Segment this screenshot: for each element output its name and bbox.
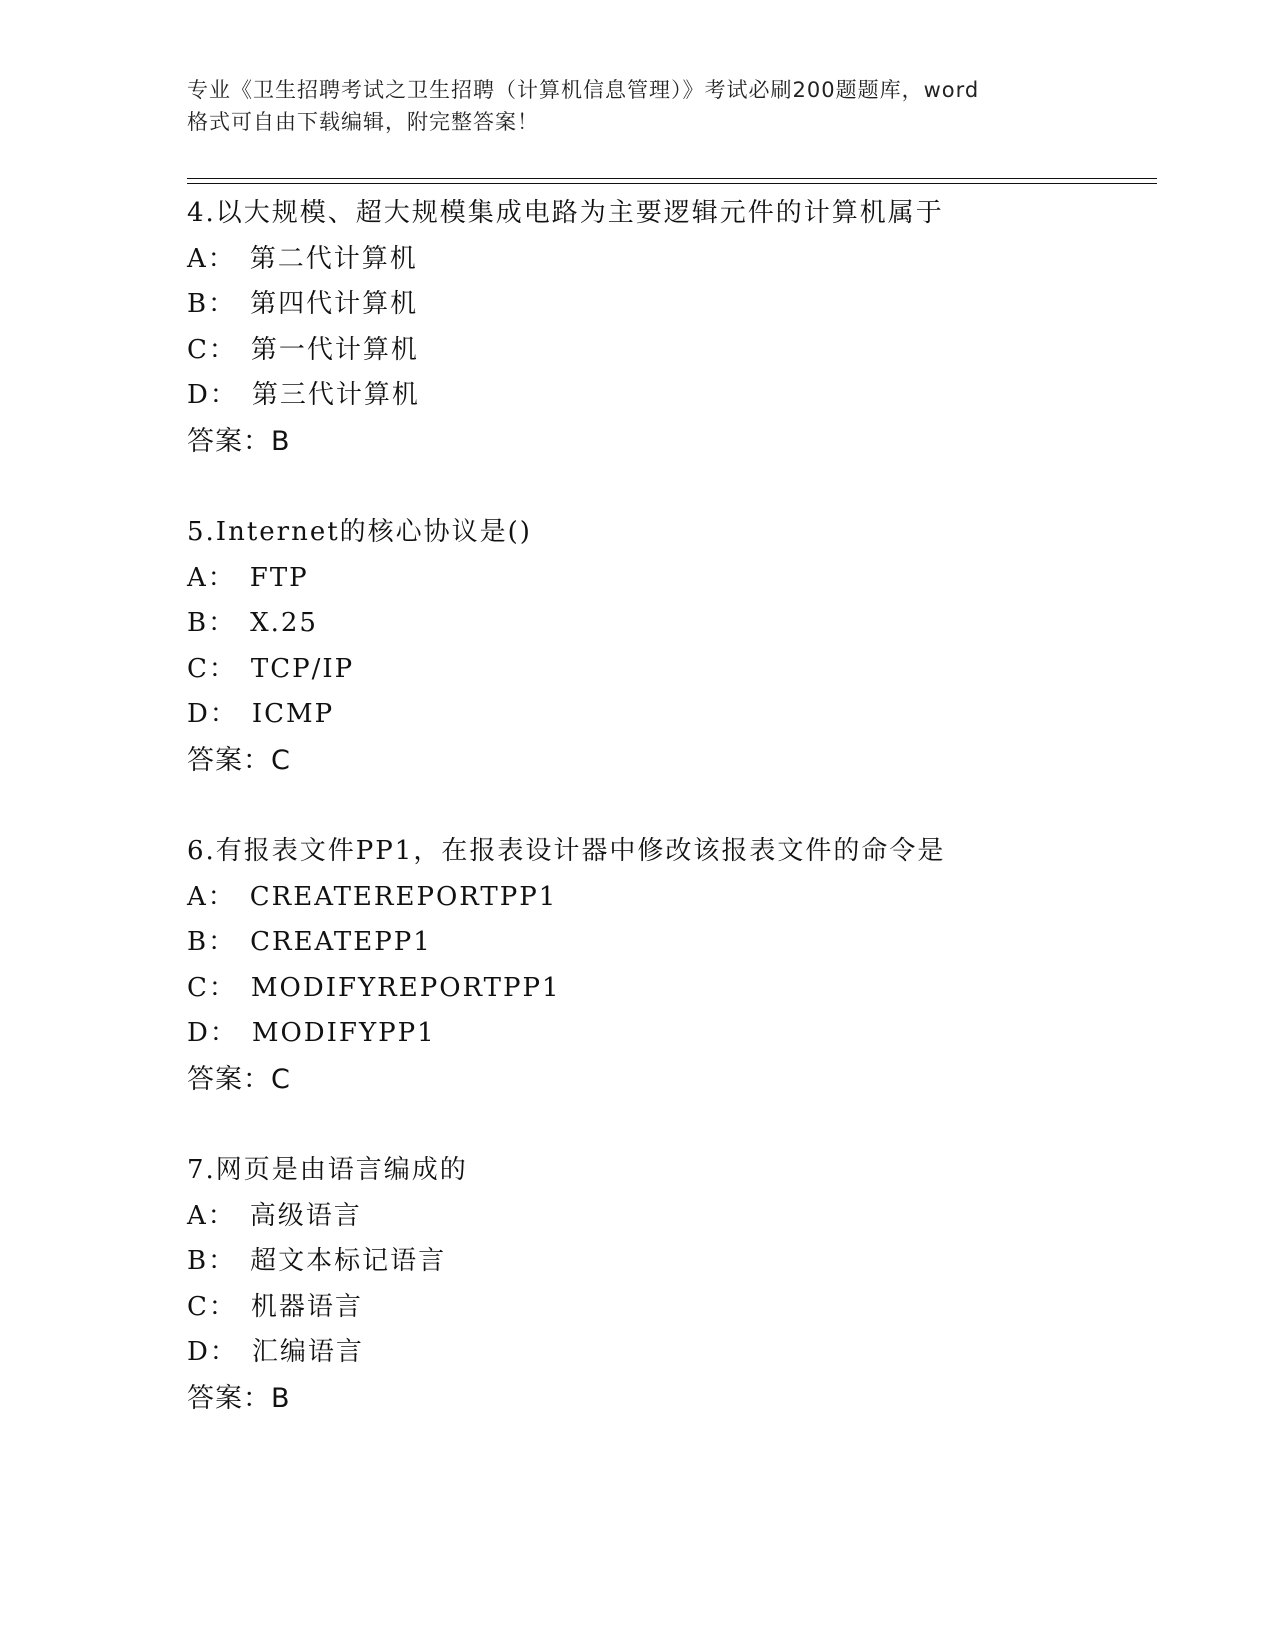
answer-line: 答案：B — [187, 1382, 291, 1414]
option-b — [187, 282, 1167, 328]
question-stem: 7.网页是由语言编成的 — [187, 1155, 468, 1185]
question-block — [187, 829, 1167, 1102]
document-header — [187, 74, 1087, 138]
option-c — [187, 1285, 1167, 1331]
option-label: C： — [187, 653, 237, 684]
option-label: B： — [187, 289, 237, 319]
option-text: X.25 — [250, 608, 318, 638]
option-text: CREATEPP1 — [250, 927, 432, 957]
header-line-1: 专业《卫生招聘考试之卫生招聘（计算机信息管理）》考试必刷200题题库，word — [187, 78, 980, 102]
option-label: C： — [187, 334, 237, 365]
question-block — [187, 1148, 1167, 1421]
option-label: C： — [187, 1291, 237, 1322]
question-block — [187, 191, 1167, 464]
header-line-2: 格式可自由下载编辑，附完整答案！ — [187, 110, 539, 134]
option-c — [187, 966, 1167, 1012]
option-text: 第三代计算机 — [251, 380, 420, 410]
header-divider-top — [187, 178, 1157, 179]
option-text: CREATEREPORTPP1 — [249, 881, 558, 912]
question-block — [187, 510, 1167, 783]
option-text: TCP/IP — [250, 653, 355, 684]
option-text: 高级语言 — [249, 1200, 362, 1231]
option-label: D： — [187, 699, 238, 729]
option-b — [187, 920, 1167, 966]
answer-line: 答案：B — [187, 425, 291, 457]
option-text: MODIFYPP1 — [251, 1018, 436, 1048]
option-d — [187, 692, 1167, 738]
option-label: A： — [187, 1200, 236, 1231]
option-a — [187, 875, 1167, 921]
option-text: 超文本标记语言 — [250, 1246, 447, 1276]
option-d — [187, 373, 1167, 419]
option-label: D： — [187, 1337, 238, 1367]
option-label: D： — [187, 1018, 238, 1048]
option-label: A： — [187, 881, 236, 912]
question-stem: 6.有报表文件PP1，在报表设计器中修改该报表文件的命令是 — [187, 836, 946, 866]
option-label: B： — [187, 608, 237, 638]
option-label: A： — [187, 243, 236, 274]
question-stem: 5.Internet的核心协议是() — [187, 517, 532, 547]
option-label: B： — [187, 1246, 237, 1276]
option-label: A： — [187, 562, 236, 593]
option-c — [187, 328, 1167, 374]
option-label: B： — [187, 927, 237, 957]
option-text: FTP — [249, 562, 309, 593]
option-text: 第二代计算机 — [249, 243, 418, 274]
answer-line: 答案：C — [187, 1063, 291, 1095]
option-text: 第四代计算机 — [250, 289, 419, 319]
option-text: 汇编语言 — [251, 1337, 364, 1367]
option-a — [187, 556, 1167, 602]
option-text: 机器语言 — [250, 1291, 363, 1322]
answer-line: 答案：C — [187, 744, 291, 776]
option-b — [187, 1239, 1167, 1285]
question-stem: 4.以大规模、超大规模集成电路为主要逻辑元件的计算机属于 — [187, 198, 944, 228]
option-label: D： — [187, 380, 238, 410]
option-d — [187, 1330, 1167, 1376]
option-text: ICMP — [251, 699, 335, 729]
option-d — [187, 1011, 1167, 1057]
option-label: C： — [187, 972, 237, 1003]
header-divider-bottom — [187, 183, 1157, 184]
option-b — [187, 601, 1167, 647]
option-a — [187, 1194, 1167, 1240]
option-text: 第一代计算机 — [250, 334, 419, 365]
option-a — [187, 237, 1167, 283]
option-text: MODIFYREPORTPP1 — [250, 972, 561, 1003]
option-c — [187, 647, 1167, 693]
